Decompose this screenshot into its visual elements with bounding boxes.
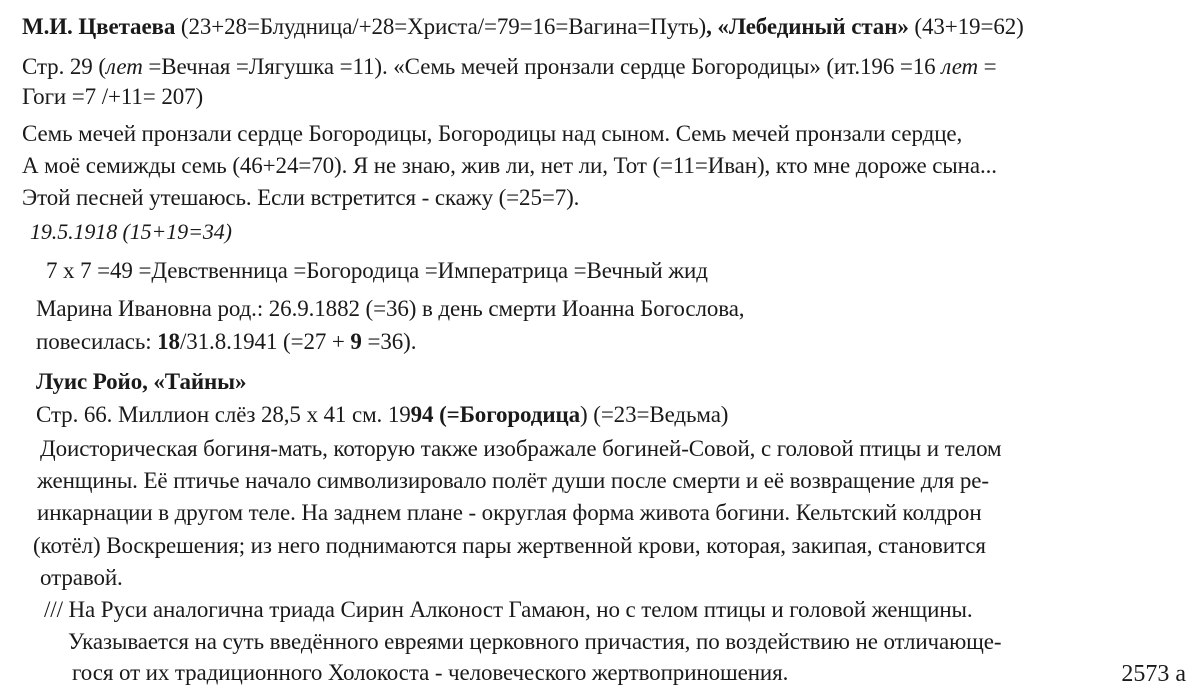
book-title: «Лебединый стан» (717, 14, 909, 39)
heading-separator: , (706, 14, 718, 39)
death-date-middle: /31.8.1941 (=27 + (179, 329, 351, 354)
description-line-3: инкарнации в другом теле. На заднем плане - округлая форма живота богини. Кельтский колдрон (37, 500, 982, 525)
biography-line-1: Марина Ивановна род.: 26.9.1882 (=36) в день смерти Иоанна Богослова, (36, 296, 745, 321)
tsvetaeva-page-line-1 (22, 53, 997, 81)
description-line-1: Доисторическая богиня-мать, которую также изображале богиней-Совой, с головой птицы и телом (40, 436, 1002, 461)
note-line-1: /// На Руси аналогична триада Сирин Алконост Гамаюн, но с телом птицы и головой женщины. (44, 597, 973, 622)
note-line-3: гося от их традиционного Холокоста - человеческого жертвоприношения. (72, 660, 789, 685)
page-ref-rest: =Вечная =Лягушка =11). «Семь мечей пронзали сердце Богородицы» (ит.196 =16 (142, 54, 942, 79)
royo-bold-calculation: (=Богородица (439, 402, 581, 427)
death-nine-bold: 9 (350, 329, 362, 354)
poem-date: 19.5.1918 (15+19=34) (30, 219, 232, 244)
description-line-4: (котёл) Воскрешения; из него поднимаются пары жертвенной крови, которая, закипая, становится (33, 533, 986, 558)
tsvetaeva-page-line-2: Гоги =7 /+11= 207) (22, 84, 204, 109)
death-day-bold: 18 (157, 329, 180, 354)
royo-page-end: ) (=23=Ведьма) (580, 402, 729, 427)
royo-heading: Луис Ройо, «Тайны» (36, 369, 247, 394)
death-prefix: повесилась: (36, 329, 158, 354)
poem-line-3: Этой песней утешаюсь. Если встретится - скажу (=25=7). (22, 185, 580, 210)
poem-line-1: Семь мечей пронзали сердце Богородицы, Богородицы над сыном. Семь мечей пронзали сердце, (22, 121, 963, 146)
page-ref-prefix: Стр. 29 ( (22, 54, 106, 79)
heading-calculation: (23+28=Блудница/+28=Христа/=79=16=Вагина=Путь) (175, 14, 707, 39)
royo-page-line (36, 401, 728, 429)
death-date-end: =36). (361, 329, 417, 354)
poem-line-2: А моё семижды семь (46+24=70). Я не знаю, жив ли, нет ли, Тот (=11=Иван), кто мне дороже сына... (22, 153, 997, 178)
note-line-2: Указывается на суть введённого евреями церковного причастия, по воздействию не отличающе- (68, 629, 1002, 654)
book-calculation: (43+19=62) (908, 14, 1024, 39)
description-line-5: отравой. (40, 565, 123, 590)
page-ref-end: = (978, 54, 997, 79)
royo-year-bold: 94 (410, 402, 434, 427)
description-line-2: женщины. Её птичье начало символизировало полёт души после смерти и её возвращение для ре- (37, 468, 989, 493)
royo-page-prefix: Стр. 66. Миллион слёз 28,5 x 41 см. 19 (36, 402, 411, 427)
tsvetaeva-heading (22, 13, 1024, 41)
author-name: М.И. Цветаева (22, 14, 176, 39)
biography-line-2 (36, 328, 416, 356)
page-number: 2573 а (1121, 661, 1186, 687)
seven-times-seven-line: 7 x 7 =49 =Девственница =Богородица =Императрица =Вечный жид (46, 258, 708, 283)
let-word-2: лет (941, 54, 979, 79)
let-word-1: лет (105, 54, 143, 79)
